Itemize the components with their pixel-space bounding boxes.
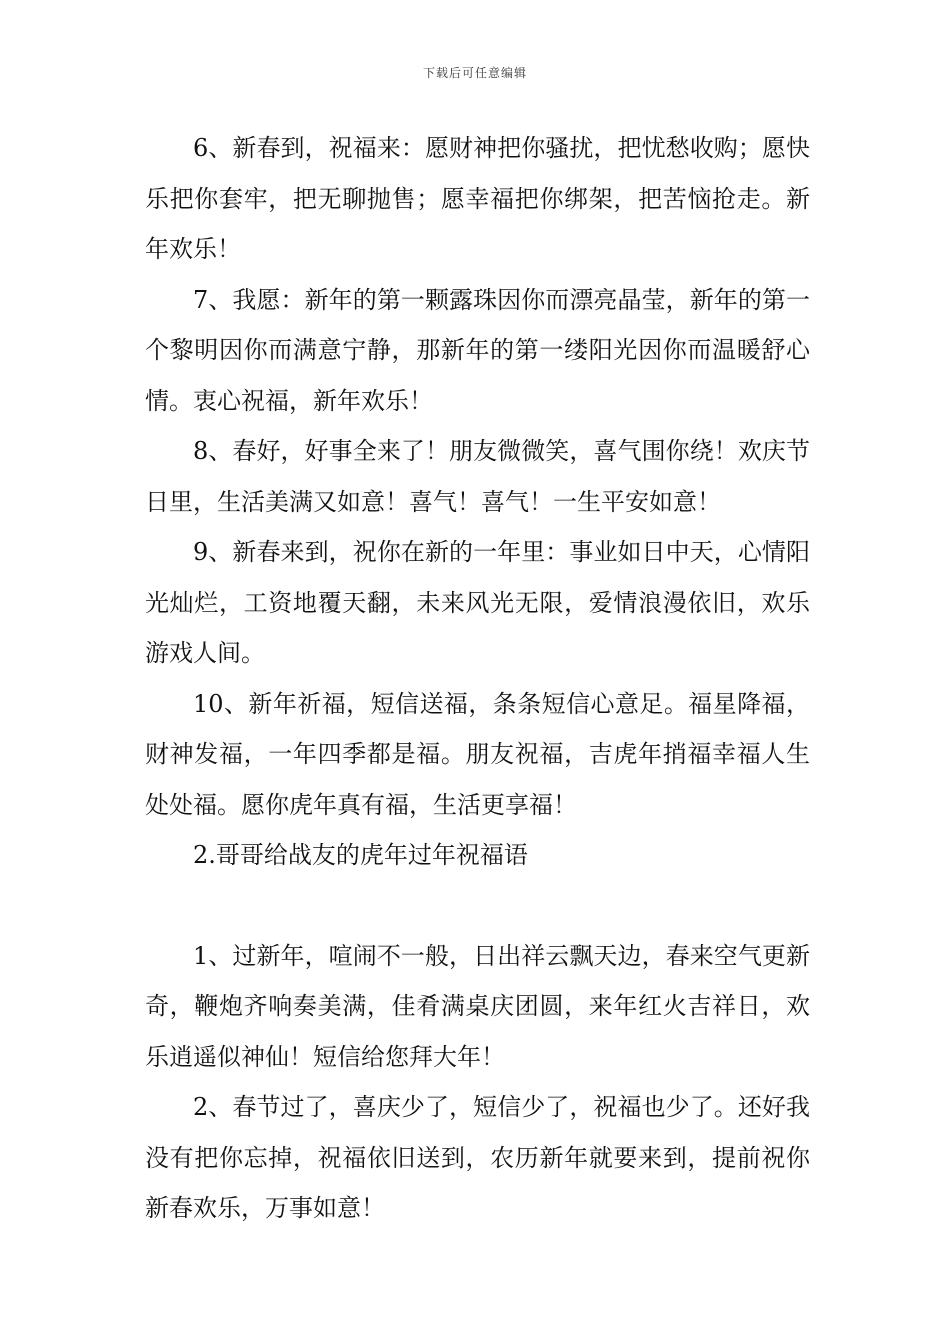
document-body: [145, 123, 810, 1234]
paragraph-7: 7、我愿：新年的第一颗露珠因你而漂亮晶莹，新年的第一个黎明因你而满意宁静，那新年的第一缕阳光因你而温暖舒心情。衷心祝福，新年欢乐！: [145, 285, 810, 415]
page-header: 下载后可任意编辑: [422, 66, 527, 80]
section-heading: 2.哥哥给战友的虎年过年祝福语: [193, 841, 528, 869]
paragraph-8: 8、春好，好事全来了！朋友微微笑，喜气围你绕！欢庆节日里，生活美满又如意！喜气！喜气！一生平安如意！: [145, 437, 810, 516]
paragraph-6: 6、新春到，祝福来：愿财神把你骚扰，把忧愁收购；愿快乐把你套牢，把无聊抛售；愿幸福把你绑架，把苦恼抢走。新年欢乐！: [145, 134, 810, 263]
section-spacer: [145, 881, 810, 931]
paragraph-10: 10、新年祈福，短信送福，条条短信心意足。福星降福，财神发福，一年四季都是福。朋友祝福，吉虎年捎福幸福人生处处福。愿你虎年真有福，生活更享福！: [145, 689, 810, 819]
paragraph-9: 9、新春来到，祝你在新的一年里：事业如日中天，心情阳光灿烂，工资地覆天翻，未来风光无限，爱情浪漫依旧，欢乐游戏人间。: [145, 538, 810, 667]
paragraph-2: 2、春节过了，喜庆少了，短信少了，祝福也少了。还好我没有把你忘掉，祝福依旧送到，农历新年就要来到，提前祝你新春欢乐，万事如意！: [145, 1093, 810, 1222]
paragraph-1: 1、过新年，喧闹不一般，日出祥云飘天边，春来空气更新奇，鞭炮齐响奏美满，佳肴满桌庆团圆，来年红火吉祥日，欢乐逍遥似神仙！短信给您拜大年！: [145, 941, 810, 1071]
